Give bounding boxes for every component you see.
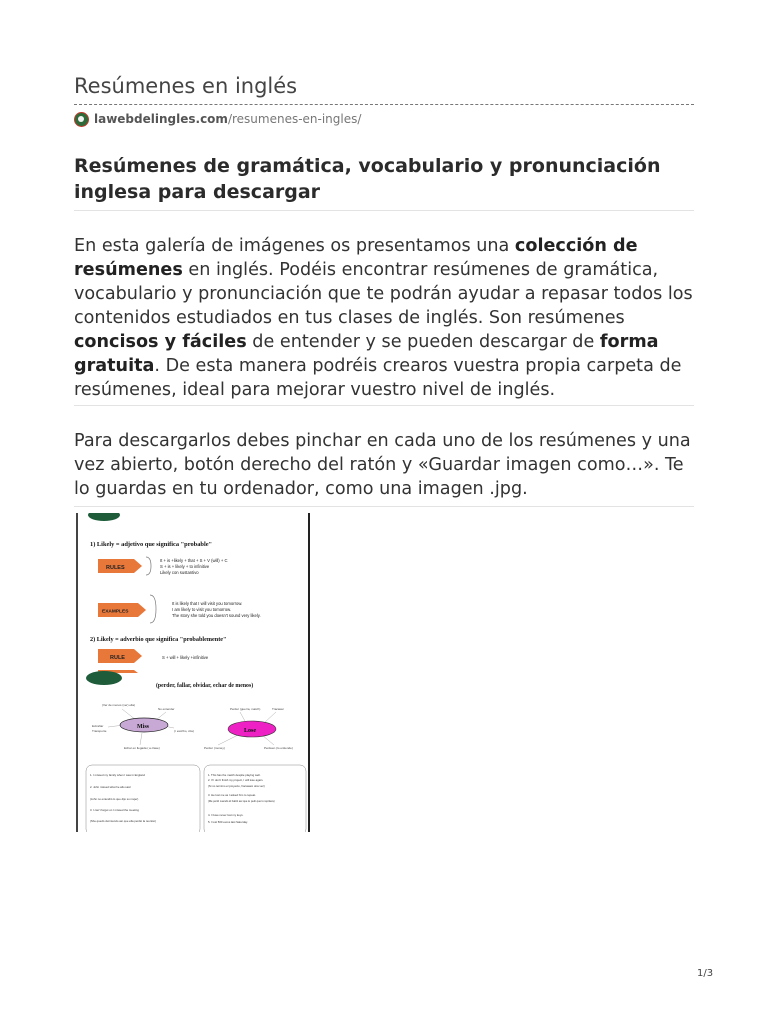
lose-note: Perder (money) (204, 746, 225, 750)
rule-label: RULE (110, 655, 125, 661)
instructions-paragraph: Para descargarlos debes pinchar en cada uno de los resúmenes y una vez abierto, botón derecho del ratón y «Guardar imagen como…». Te lo guardas en tu ordenador, como una imagen .jpg. (74, 431, 691, 499)
sheet1-title-2: 2) Likely = adverbio que significa "probablemente" (90, 636, 227, 643)
bold-run: forma gratuita (74, 332, 659, 376)
rule-line: It + is +likely + that + S + V (will) + C (160, 558, 228, 563)
bold-run: colección de resúmenes (74, 236, 638, 280)
sheet2-title: (perder, fallar, olvidar, echar de menos) (156, 683, 254, 689)
example-sentence: 3. I can't forget on I missed the meeting (90, 808, 139, 812)
rule-line: Likely con sustantivo (160, 570, 199, 575)
lose-note: Perder (guerra, match) (230, 707, 261, 711)
miss-note: (r escribo, cita) (174, 729, 194, 733)
example-sentence: 1. I missed my family when I was in England (90, 773, 145, 777)
page-number: 1/3 (697, 968, 714, 979)
title-divider (74, 104, 694, 105)
miss-label: Miss (137, 724, 149, 730)
rules-label: RULES (106, 565, 125, 571)
source-link[interactable] (74, 111, 361, 127)
intro-paragraph (74, 234, 699, 402)
text-run: de entender y se pueden descargar de (246, 332, 600, 352)
example-sentence: (Me perdí cuando él habló así que le pedí que lo repitiera) (208, 800, 275, 803)
page-title: Resúmenes en inglés (74, 74, 298, 98)
text-run: . De esta manera podréis crearos vuestra propia carpeta de resúmenes, ideal para mejorar vuestro nivel de inglés. (74, 356, 682, 400)
rule-line: S + will + likely +infinitive (162, 655, 209, 660)
miss-note: Echar en llegada ( a clase) (124, 746, 160, 750)
example-sentence: 4. I have never lost my keys. (208, 813, 244, 817)
example-sentence: 2. If I don't finish my project, I will lose again. (208, 778, 264, 782)
examples-label: EXAMPLES (102, 609, 129, 615)
lose-note: Perdeen (lo entiende) (264, 746, 293, 750)
divider (74, 210, 694, 211)
divider (74, 506, 694, 507)
site-favicon-icon (74, 112, 89, 127)
miss-note: Extrañar (92, 724, 104, 728)
example-line: It is likely that I will visit you tomorrow. (172, 601, 243, 606)
sheet1-title-1: 1) Likely = adjetivo que significa "probable" (90, 541, 213, 548)
example-sentence: 5. I lost 500 euros last Saturday. (208, 820, 248, 824)
example-sentence: 1. This has the match despite playing well. (208, 773, 261, 777)
source-domain[interactable]: lawebdelingles.com (94, 112, 228, 126)
text-run: En esta galería de imágenes os presentamos una (74, 236, 515, 256)
miss-note: No entender (158, 707, 175, 711)
example-line: I am likely to visit you tomorrow. (172, 607, 232, 612)
divider (74, 405, 694, 406)
example-sentence: (She quedó durmiendo así que ella perdió la reunión) (90, 819, 157, 823)
example-line: The story she told you doesn't sound very likely. (172, 613, 261, 618)
miss-note: (Ver de menos (ver) ella) (102, 703, 136, 707)
lose-label: Lose (244, 728, 256, 734)
summary-image-thumbnail[interactable] (76, 513, 310, 832)
example-sentence: (Si no termino el proyecto, fracasaré otra vez) (208, 784, 265, 788)
example-sentence: (John no entendió lo que dijo su mujer) (90, 797, 139, 801)
logo-badge-icon (86, 671, 122, 685)
source-path[interactable]: /resumenes-en-ingles/ (227, 112, 362, 126)
example-sentence: 3. He lost me as I asked him to repeat. (208, 793, 256, 797)
miss-note: Transporte (92, 729, 107, 733)
summary-sheets-svg (78, 513, 308, 832)
rule-line: S + is + likely + to infinitive (160, 564, 210, 569)
example-sentence: 2. John missed what he allo said (90, 785, 131, 789)
lose-note: Tracasar (272, 707, 284, 711)
text-run: en inglés. Podéis encontrar resúmenes de gramática, vocabulario y pronunciación que te podrán ayudar a repasar todos los contenidos estudiados en tus clases de inglés. Son resúmenes (74, 260, 693, 328)
bold-run: concisos y fáciles (74, 332, 247, 352)
article-heading: Resúmenes de gramática, vocabulario y pronunciación inglesa para descargar (74, 155, 661, 203)
